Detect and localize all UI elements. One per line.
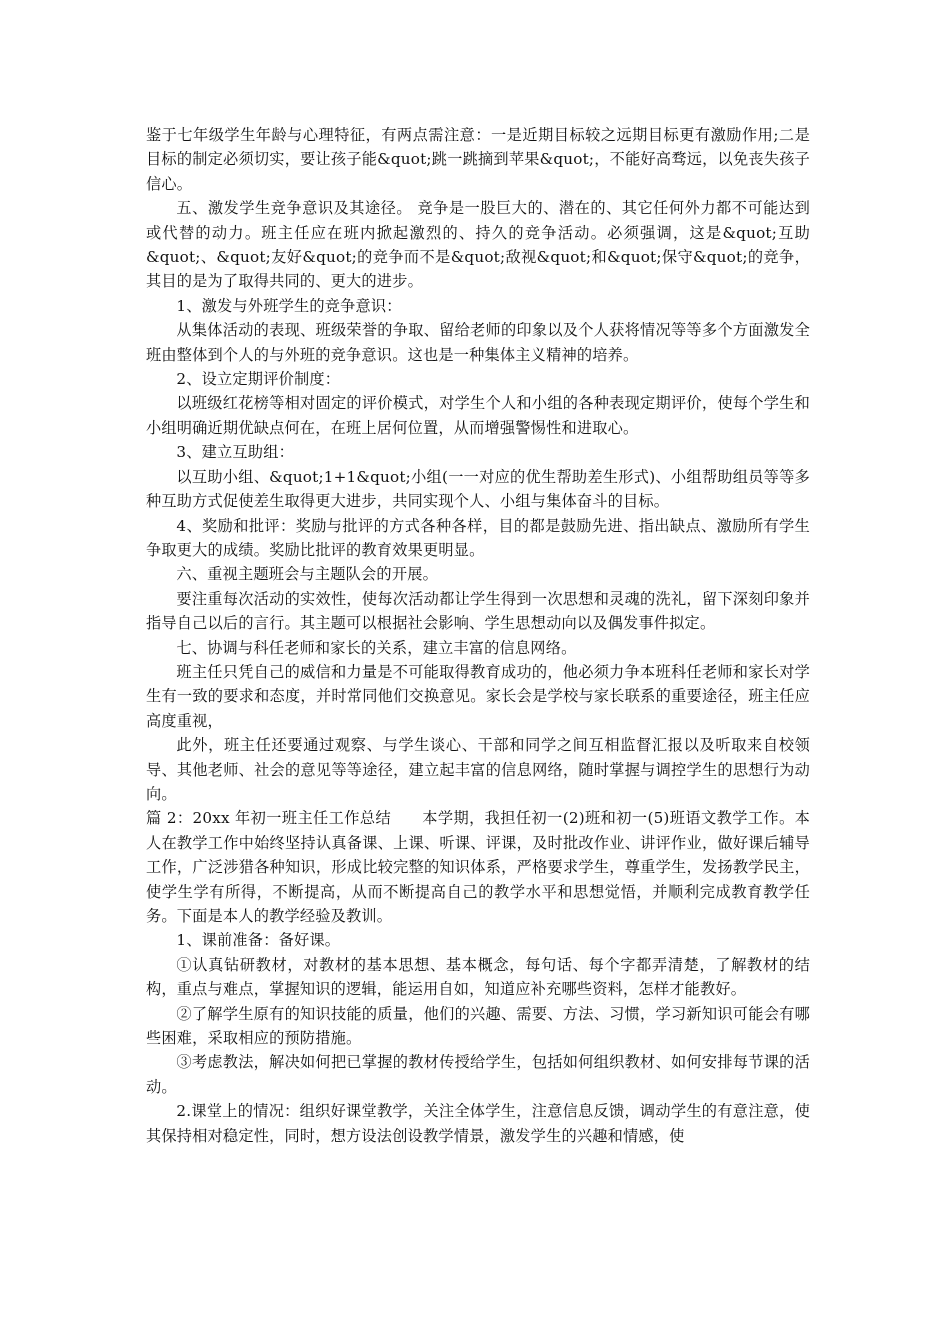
paragraph-item-2-body: 以班级红花榜等相对固定的评价模式，对学生个人和小组的各种表现定期评价，使每个学生和小组明确近期优缺点何在，在班上居何位置，从而增强警惕性和进取心。 [146, 394, 810, 437]
paragraph-item-1-body: 从集体活动的表现、班级荣誉的争取、留给老师的印象以及个人获将情况等等多个方面激发全班由整体到个人的与外班的竞争意识。这也是一种集体主义精神的培养。 [146, 321, 810, 364]
paragraph-prep-heading: 1、课前准备：备好课。 [176, 931, 341, 950]
paragraph-item-2-heading: 2、设立定期评价制度： [176, 370, 341, 389]
paragraph-section-7-body: 班主任只凭自己的威信和力量是不可能取得教育成功的，他必须力争本班科任老师和家长对学生有一致的要求和态度，并时常同他们交换意见。家长会是学校与家长联系的重要途径，班主任应高度重视， [146, 662, 810, 730]
paragraph-classroom: 2.课堂上的情况：组织好课堂教学，关注全体学生，注意信息反馈，调动学生的有意注意，使其保持相对稳定性，同时，想方设法创设教学情景，激发学生的兴趣和情感，使 [146, 1102, 810, 1145]
paragraph-prep-point-2: ②了解学生原有的知识技能的质量，他们的兴趣、需要、方法、习惯，学习新知识可能会有哪些困难，采取相应的预防措施。 [146, 1004, 810, 1048]
paragraph-prep-point-1: ①认真钻研教材，对教材的基本思想、基本概念，每句话、每个字都弄清楚，了解教材的结构，重点与难点，掌握知识的逻辑，能运用自如，知道应补充哪些资料，怎样才能教好。 [146, 955, 810, 999]
paragraph-section-5-heading: 五、激发学生竞争意识及其途径。 竞争是一股巨大的、潜在的、其它任何外力都不可能达到或代替的动力。班主任应在班内掀起激烈的、持久的竞争活动。必须强调，这是&quot;互助&quot;、&quot;友好&quot;的竞争而不是&quot;敌视&quot;和&quot;保守&quot;的竞争，其目的是为了取得共同的、更大的进步。 [146, 199, 810, 291]
paragraph-item-1-heading: 1、激发与外班学生的竞争意识： [176, 296, 402, 315]
paragraph-section-7-heading: 七、协调与科任老师和家长的关系，建立丰富的信息网络。 [176, 638, 577, 657]
paragraph-section-6-body: 要注重每次活动的实效性，使每次活动都让学生得到一次思想和灵魂的洗礼，留下深刻印象并指导自己以后的言行。其主题可以根据社会影响、学生思想动向以及偶发事件拟定。 [146, 589, 810, 633]
paragraph-section-7-extra: 此外，班主任还要通过观察、与学生谈心、干部和同学之间互相监督汇报以及听取来自校领导、其他老师、社会的意见等等途径，建立起丰富的信息网络，随时掌握与调控学生的思想行为动向。 [146, 736, 810, 803]
paragraph-prep-point-3: ③考虑教法，解决如何把已掌握的教材传授给学生，包括如何组织教材、如何安排每节课的活动。 [146, 1053, 810, 1096]
paragraph-item-3-heading: 3、建立互助组： [176, 443, 294, 462]
paragraph-item-3-body: 以互助小组、&quot;1+1&quot;小组(一一对应的优生帮助差生形式)、小组帮助组员等等多种互助方式促使差生取得更大进步，共同实现个人、小组与集体奋斗的目标。 [146, 467, 810, 511]
paragraph-article-2-intro: 篇 2：20xx 年初一班主任工作总结 本学期，我担任初一(2)班和初一(5)班语文教学工作。本人在教学工作中始终坚持认真备课、上课、听课、评课，及时批改作业、讲评作业，做好课后辅导工作，广泛涉猎各种知识，形成比较完整的知识体系，严格要求学生，尊重学生，发扬教学民主，使学生学有所得，不断提高，从而不断提高自己的教学水平和思想觉悟，并顺利完成教育教学任务。下面是本人的教学经验及教训。 [146, 809, 810, 925]
document-body [146, 123, 810, 1148]
paragraph-item-4: 4、奖励和批评：奖励与批评的方式各种各样，目的都是鼓励先进、指出缺点、激励所有学生争取更大的成绩。奖励比批评的教育效果更明显。 [146, 516, 810, 559]
paragraph-section-6-heading: 六、重视主题班会与主题队会的开展。 [176, 565, 438, 584]
paragraph-intro-goals: 鉴于七年级学生年龄与心理特征，有两点需注意：一是近期目标较之远期目标更有激励作用;二是目标的制定必须切实，要让孩子能&quot;跳一跳摘到苹果&quot;，不能好高骛远，以免丧失孩子信心。 [146, 126, 810, 193]
